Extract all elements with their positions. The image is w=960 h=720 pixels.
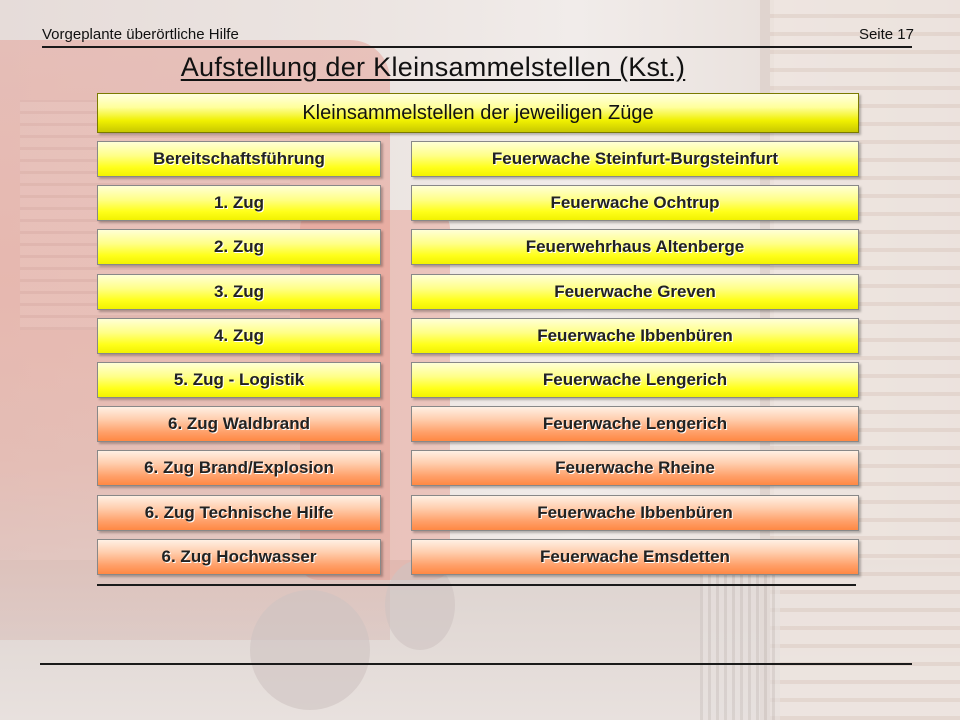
page-title: Aufstellung der Kleinsammelstellen (Kst.) (180, 52, 686, 82)
location-label: Feuerwache Ochtrup (411, 185, 859, 221)
table-row (97, 185, 861, 221)
location-label: Feuerwache Rheine (411, 450, 859, 486)
header-rule (42, 46, 912, 48)
table-row (97, 362, 861, 398)
location-label: Feuerwache Ibbenbüren (411, 318, 859, 354)
table-row (97, 141, 861, 177)
table-row (97, 229, 861, 265)
table-row (97, 274, 861, 310)
location-label: Feuerwache Lengerich (411, 406, 859, 442)
unit-label: 4. Zug (97, 318, 381, 354)
header-left-text: Vorgeplante überörtliche Hilfe (42, 26, 239, 43)
location-label: Feuerwehrhaus Altenberge (411, 229, 859, 265)
table-row (97, 318, 861, 354)
unit-label: 6. Zug Technische Hilfe (97, 495, 381, 531)
location-label: Feuerwache Ibbenbüren (411, 495, 859, 531)
unit-label: 2. Zug (97, 229, 381, 265)
location-label: Feuerwache Steinfurt-Burgsteinfurt (411, 141, 859, 177)
section-banner: Kleinsammelstellen der jeweiligen Züge (97, 93, 859, 133)
table-bottom-rule (97, 584, 856, 586)
page-number: Seite 17 (858, 26, 914, 43)
table-row (97, 539, 861, 575)
unit-label: 6. Zug Brand/Explosion (97, 450, 381, 486)
unit-label: 3. Zug (97, 274, 381, 310)
truck-wheel (250, 590, 370, 710)
table-row (97, 406, 861, 442)
unit-label: 6. Zug Waldbrand (97, 406, 381, 442)
unit-label: 5. Zug - Logistik (97, 362, 381, 398)
table-row (97, 495, 861, 531)
table-row (97, 450, 861, 486)
location-label: Feuerwache Emsdetten (411, 539, 859, 575)
location-label: Feuerwache Greven (411, 274, 859, 310)
footer-rule (40, 663, 912, 665)
unit-label: 6. Zug Hochwasser (97, 539, 381, 575)
location-label: Feuerwache Lengerich (411, 362, 859, 398)
unit-label: 1. Zug (97, 185, 381, 221)
unit-label: Bereitschaftsführung (97, 141, 381, 177)
